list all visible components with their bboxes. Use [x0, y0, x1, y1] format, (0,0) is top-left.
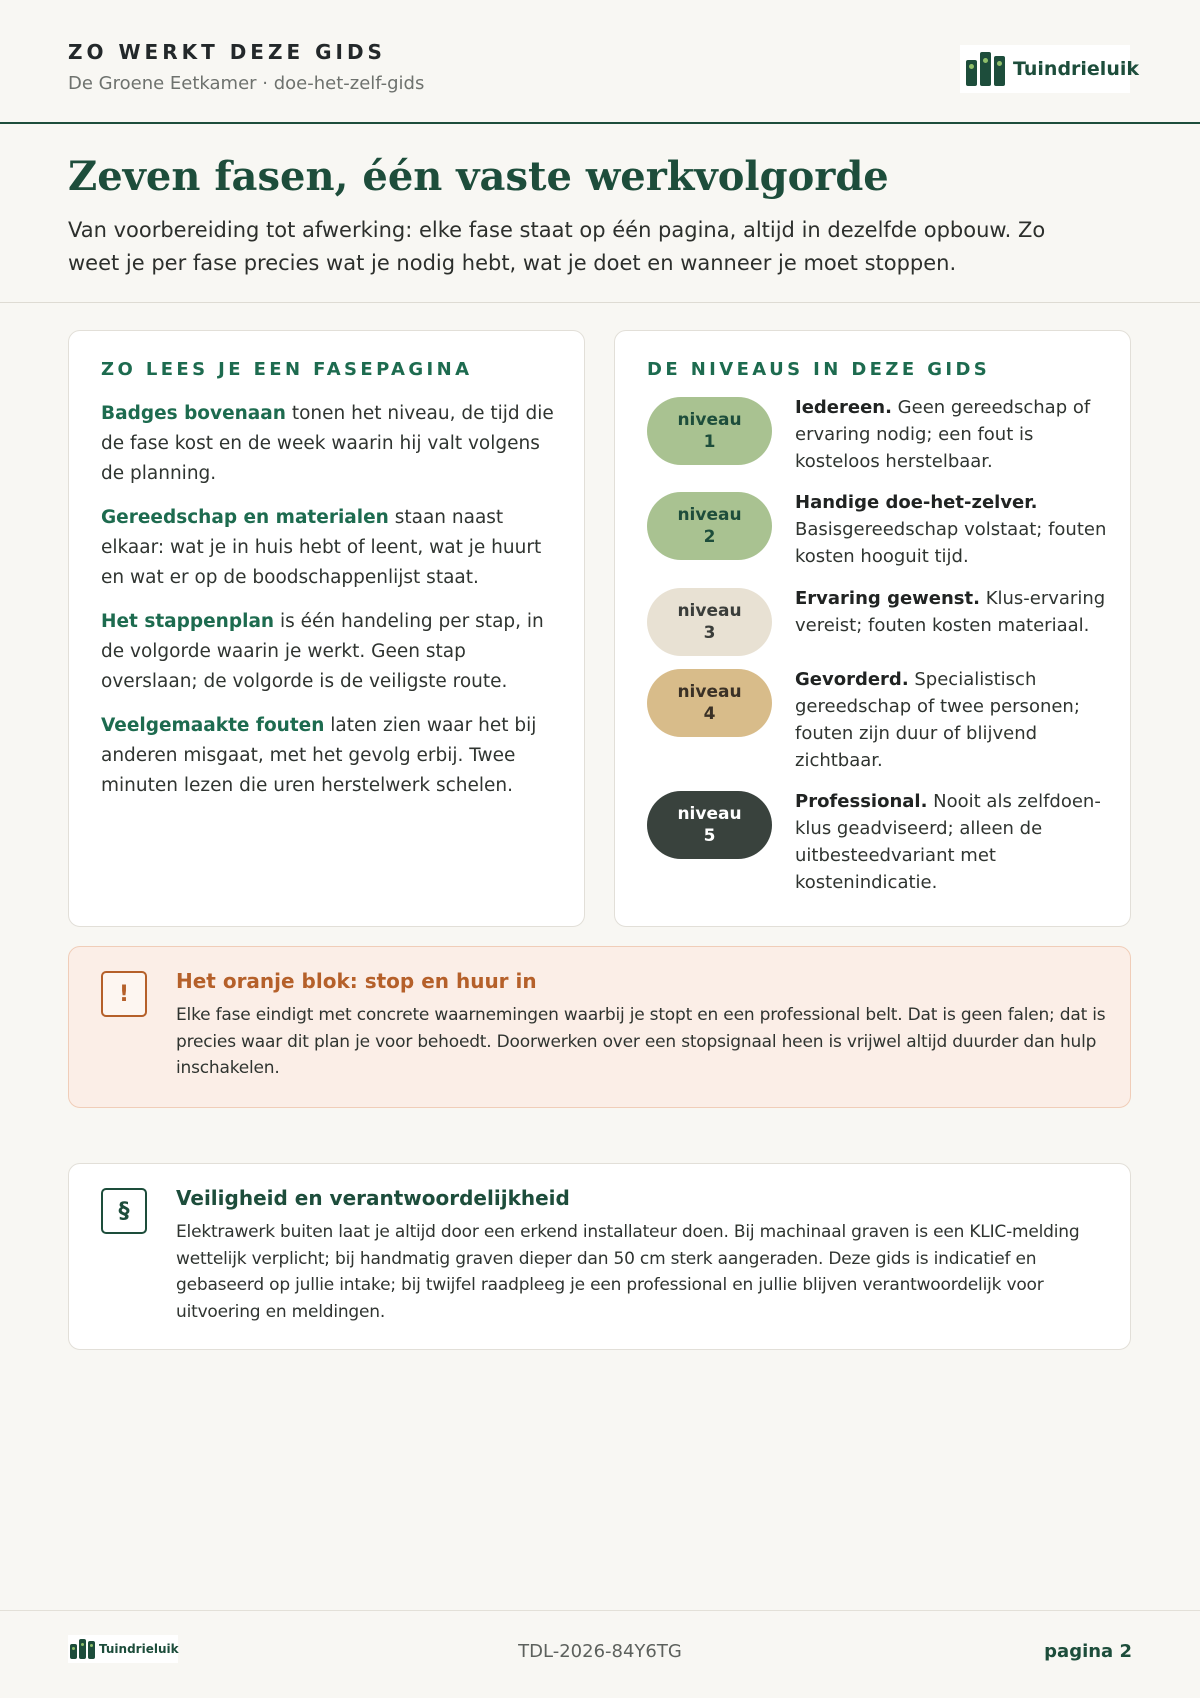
legal-callout: [68, 1163, 1131, 1350]
how-to-read-card: [68, 330, 585, 927]
card-heading: DE NIVEAUS IN DEZE GIDS: [647, 359, 991, 380]
level-description: Ervaring gewenst. Klus-ervaring vereist; fouten kosten materiaal.: [795, 588, 1106, 636]
list-item: Veelgemaakte fouten laten zien waar het bij anderen misgaat, met het gevolg erbij. Twee minuten lezen die uren herstelwerk schelen.: [101, 715, 537, 796]
level-badge: niveau 4: [647, 669, 772, 737]
card-heading: ZO LEES JE EEN FASEPAGINA: [101, 359, 473, 380]
intro-section: [0, 124, 1200, 303]
stop-callout: [68, 946, 1131, 1108]
level-badge: niveau 5: [647, 791, 772, 859]
list-item: Het stappenplan is één handeling per stap, in de volgorde waarin je werkt. Geen stap overslaan; de volgorde is de veiligste route.: [101, 611, 544, 692]
document-code: TDL-2026-84Y6TG: [518, 1641, 682, 1662]
logo-text: Tuindrieluik: [99, 1642, 179, 1656]
levels-card: [614, 330, 1131, 927]
callout-title: Het oranje blok: stop en huur in: [176, 969, 537, 993]
how-to-read-list: [101, 399, 561, 815]
section-sign-icon: §: [101, 1188, 147, 1234]
level-badge: niveau 2: [647, 492, 772, 560]
page-title: Zeven fasen, één vaste werkvolgorde: [68, 153, 889, 200]
warning-icon: !: [101, 971, 147, 1017]
level-description: Professional. Nooit als zelfdoen-klus geadviseerd; alleen de uitbesteedvariant met kostenindicatie.: [795, 791, 1101, 893]
callout-title: Veiligheid en verantwoordelijkheid: [176, 1186, 570, 1210]
level-badge: niveau 1: [647, 397, 772, 465]
page-header: [0, 0, 1200, 124]
document-subtitle: De Groene Eetkamer · doe-het-zelf-gids: [68, 73, 425, 94]
section-kicker: ZO WERKT DEZE GIDS: [68, 40, 386, 64]
page-number: pagina 2: [1044, 1641, 1132, 1662]
level-description: Iedereen. Geen gereedschap of ervaring nodig; een fout is kosteloos herstelbaar.: [795, 397, 1091, 472]
list-item: Badges bovenaan tonen het niveau, de tijd die de fase kost en de week waarin hij valt volgens de planning.: [101, 403, 554, 484]
level-badge: niveau 3: [647, 588, 772, 656]
level-description: Gevorderd. Specialistisch gereedschap of twee personen; fouten zijn duur of blijvend zichtbaar.: [795, 669, 1080, 771]
callout-body: Elke fase eindigt met concrete waarnemingen waarbij je stopt en een professional belt. Dat is geen falen; dat is precies waar dit plan je voor behoedt. Doorwerken over een stopsignaal heen is vrijwel altijd duurder dan hulp inschakelen.: [176, 1005, 1106, 1078]
logo-mark-icon: [966, 52, 1005, 86]
page-lead: Van voorbereiding tot afwerking: elke fase staat op één pagina, altijd in dezelfde opbouw. Zo weet je per fase precies wat je nodig hebt, wat je doet en wanneer je moet stoppen.: [68, 218, 1046, 275]
brand-logo: [960, 45, 1139, 93]
logo-text: Tuindrieluik: [1013, 58, 1139, 80]
callout-body: Elektrawerk buiten laat je altijd door een erkend installateur doen. Bij machinaal graven is een KLIC-melding wettelijk verplicht; bij handmatig graven dieper dan 50 cm sterk aangeraden. Deze gids is indicatief en gebaseerd op jullie intake; bij twijfel raadpleeg je een professional en jullie blijven verantwoordelijk voor uitvoering en meldingen.: [176, 1222, 1080, 1322]
page-footer: [0, 1610, 1200, 1698]
list-item: Gereedschap en materialen staan naast elkaar: wat je in huis hebt of leent, wat je huurt en wat er op de boodschappenlijst staat.: [101, 507, 542, 588]
level-description: Handige doe-het-zelver. Basisgereedschap volstaat; fouten kosten hooguit tijd.: [795, 492, 1107, 567]
